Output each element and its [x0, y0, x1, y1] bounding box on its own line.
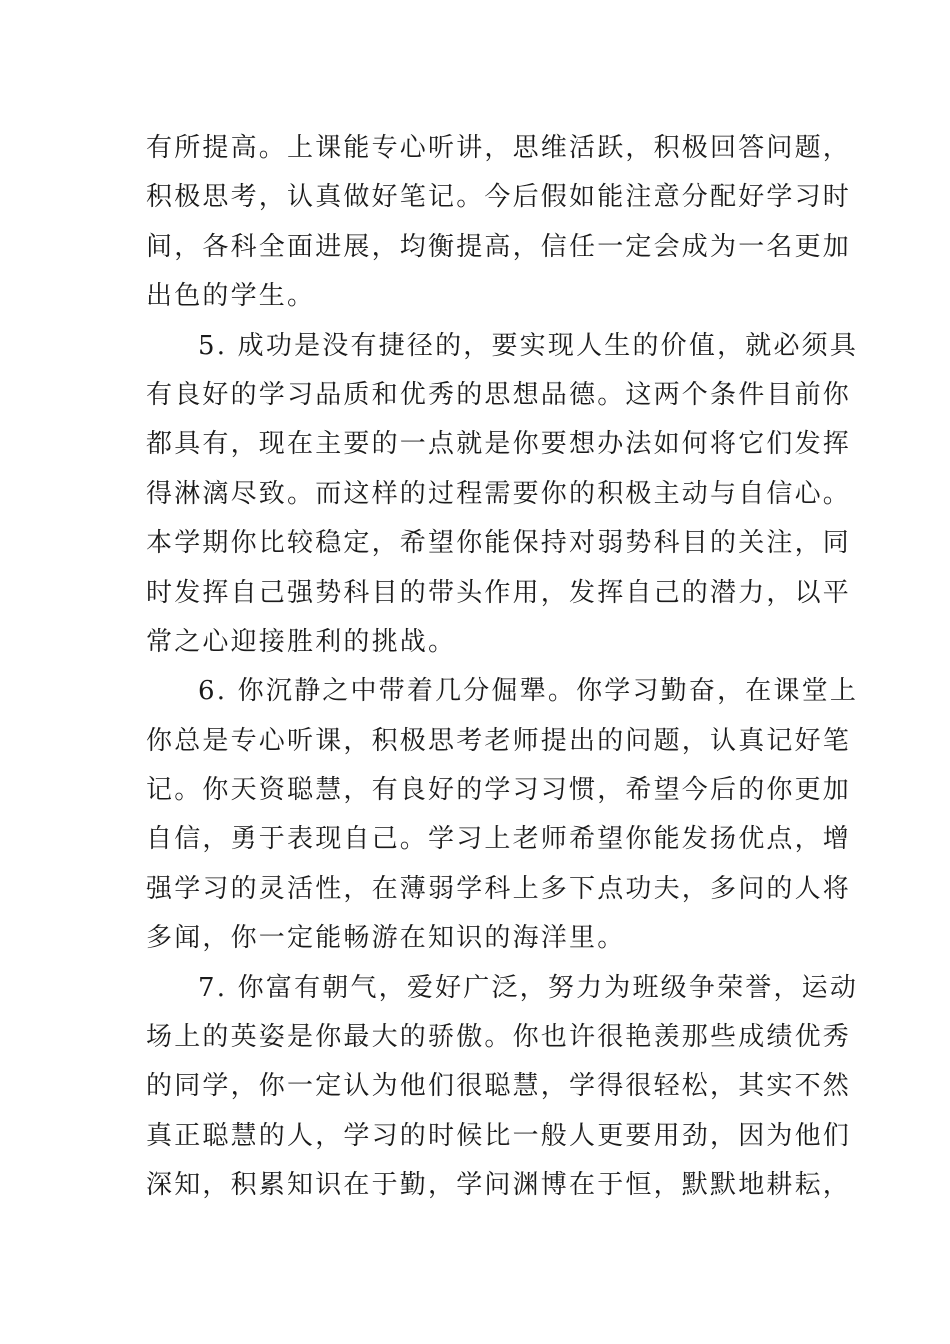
paragraph [146, 124, 852, 322]
text-line: 时发挥自己强势科目的带头作用，发挥自己的潜力，以平 [146, 577, 852, 608]
text-line: 积极思考，认真做好笔记。今后假如能注意分配好学习时 [146, 182, 852, 213]
text-line: 记。你天资聪慧，有良好的学习习惯，希望今后的你更加 [146, 775, 852, 806]
paragraph [146, 322, 859, 668]
paragraph [146, 667, 859, 963]
text-line: 本学期你比较稳定，希望你能保持对弱势科目的关注，同 [146, 528, 852, 559]
text-line: 有良好的学习品质和优秀的思想品德。这两个条件目前你 [146, 379, 852, 410]
text-line: 5. 成功是没有捷径的，要实现人生的价值，就必须具 [198, 330, 859, 361]
text-line: 出色的学生。 [146, 281, 316, 312]
text-line: 深知，积累知识在于勤，学问渊博在于恒，默默地耕耘， [146, 1170, 852, 1201]
text-line: 6. 你沉静之中带着几分倔犟。你学习勤奋，在课堂上 [198, 676, 859, 707]
text-line: 真正聪慧的人，学习的时候比一般人更要用劲，因为他们 [146, 1120, 852, 1151]
text-line: 自信，勇于表现自己。学习上老师希望你能发扬优点，增 [146, 824, 852, 855]
text-line: 常之心迎接胜利的挑战。 [146, 626, 457, 657]
text-line: 都具有，现在主要的一点就是你要想办法如何将它们发挥 [146, 429, 852, 460]
document-body [146, 124, 859, 1211]
text-line: 间，各科全面进展，均衡提高，信任一定会成为一名更加 [146, 231, 852, 262]
text-line: 的同学，你一定认为他们很聪慧，学得很轻松，其实不然 [146, 1071, 852, 1102]
text-line: 7. 你富有朝气，爱好广泛，努力为班级争荣誉，运动 [198, 972, 859, 1003]
text-line: 强学习的灵活性，在薄弱学科上多下点功夫，多问的人将 [146, 873, 852, 904]
text-line: 场上的英姿是你最大的骄傲。你也许很艳羡那些成绩优秀 [146, 1022, 852, 1053]
paragraph [146, 964, 859, 1211]
text-line: 有所提高。上课能专心听讲，思维活跃，积极回答问题， [146, 133, 852, 163]
text-line: 多闻，你一定能畅游在知识的海洋里。 [146, 923, 626, 954]
text-line: 你总是专心听课，积极思考老师提出的问题，认真记好笔 [146, 725, 852, 756]
text-line: 得淋漓尽致。而这样的过程需要你的积极主动与自信心。 [146, 478, 852, 509]
